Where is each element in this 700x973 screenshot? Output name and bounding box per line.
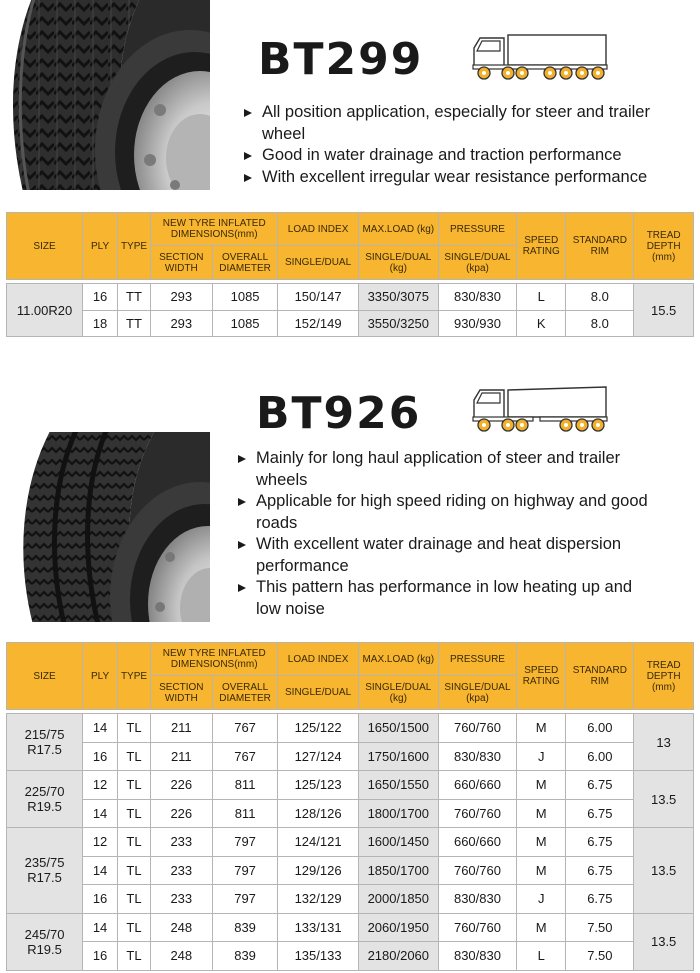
header-size: SIZE bbox=[7, 643, 83, 710]
header-pressure: PRESSURE bbox=[438, 213, 516, 246]
load-index-cell: 135/133 bbox=[278, 942, 358, 971]
rim-cell: 7.50 bbox=[566, 942, 634, 971]
type-cell: TL bbox=[118, 856, 151, 885]
header-tread-depth: TREAD DEPTH (mm) bbox=[634, 643, 694, 710]
type-cell: TL bbox=[118, 714, 151, 743]
feature-item: With excellent irregular wear resistance performance bbox=[240, 167, 695, 189]
ply-cell: 14 bbox=[83, 913, 118, 942]
max-load-cell: 1650/1550 bbox=[358, 771, 438, 800]
header-pressure: PRESSURE bbox=[438, 643, 516, 676]
size-cell: 11.00R20 bbox=[7, 284, 83, 337]
ply-cell: 16 bbox=[83, 885, 118, 914]
size-line: 225/70 bbox=[24, 784, 65, 799]
table-row bbox=[7, 771, 694, 800]
section-width-cell: 226 bbox=[150, 799, 212, 828]
feature-item: Good in water drainage and traction performance bbox=[240, 145, 695, 167]
type-cell: TL bbox=[118, 742, 151, 771]
ply-cell: 12 bbox=[83, 771, 118, 800]
max-load-cell: 3550/3250 bbox=[358, 310, 438, 337]
type-cell: TL bbox=[118, 828, 151, 857]
bt926-title: BT926 bbox=[256, 388, 422, 439]
bt299-truck-icon bbox=[470, 32, 610, 87]
feature-item: With excellent water drainage and heat dispersion performance bbox=[234, 534, 654, 577]
load-index-cell: 129/126 bbox=[278, 856, 358, 885]
speed-rating-cell: M bbox=[517, 913, 566, 942]
max-load-cell: 1800/1700 bbox=[358, 799, 438, 828]
speed-rating-cell: J bbox=[517, 885, 566, 914]
overall-diameter-cell: 767 bbox=[212, 742, 278, 771]
bt926-feature-list bbox=[234, 448, 654, 620]
feature-item: Mainly for long haul application of steer and trailer wheels bbox=[234, 448, 654, 491]
bt926-spec-table bbox=[6, 642, 694, 971]
pressure-cell: 660/660 bbox=[438, 771, 516, 800]
table-row bbox=[7, 310, 694, 337]
pressure-cell: 760/760 bbox=[438, 856, 516, 885]
max-load-cell: 2060/1950 bbox=[358, 913, 438, 942]
speed-rating-cell: M bbox=[517, 714, 566, 743]
bt299-section bbox=[0, 0, 700, 345]
table-row bbox=[7, 828, 694, 857]
pressure-cell: 930/930 bbox=[438, 310, 516, 337]
section-width-cell: 211 bbox=[150, 714, 212, 743]
ply-cell: 16 bbox=[83, 284, 118, 311]
section-width-cell: 211 bbox=[150, 742, 212, 771]
header-tread-depth: TREAD DEPTH (mm) bbox=[634, 213, 694, 280]
speed-rating-cell: L bbox=[517, 284, 566, 311]
overall-diameter-cell: 839 bbox=[212, 913, 278, 942]
section-width-cell: 248 bbox=[150, 913, 212, 942]
size-cell bbox=[7, 828, 83, 914]
pressure-cell: 830/830 bbox=[438, 942, 516, 971]
header-load-index-sub: SINGLE/DUAL bbox=[278, 246, 358, 280]
tyre-image-icon bbox=[0, 0, 210, 190]
header-overall-diameter: OVERALL DIAMETER bbox=[212, 676, 278, 710]
tread-depth-cell: 13 bbox=[634, 714, 694, 771]
header-load-index: LOAD INDEX bbox=[278, 643, 358, 676]
header-max-load: MAX.LOAD (kg) bbox=[358, 213, 438, 246]
header-load-index-sub: SINGLE/DUAL bbox=[278, 676, 358, 710]
load-index-cell: 127/124 bbox=[278, 742, 358, 771]
overall-diameter-cell: 839 bbox=[212, 942, 278, 971]
header-section-width: SECTION WIDTH bbox=[150, 676, 212, 710]
header-max-load: MAX.LOAD (kg) bbox=[358, 643, 438, 676]
size-line: R19.5 bbox=[27, 799, 62, 814]
size-line: 215/75 bbox=[24, 727, 65, 742]
table-row bbox=[7, 799, 694, 828]
load-index-cell: 133/131 bbox=[278, 913, 358, 942]
header-max-load-sub: SINGLE/DUAL (kg) bbox=[358, 246, 438, 280]
header-size: SIZE bbox=[7, 213, 83, 280]
section-width-cell: 248 bbox=[150, 942, 212, 971]
overall-diameter-cell: 797 bbox=[212, 828, 278, 857]
rim-cell: 6.00 bbox=[566, 742, 634, 771]
overall-diameter-cell: 1085 bbox=[212, 310, 278, 337]
rim-cell: 6.75 bbox=[566, 885, 634, 914]
pressure-cell: 660/660 bbox=[438, 828, 516, 857]
header-ply: PLY bbox=[83, 213, 118, 280]
pressure-cell: 760/760 bbox=[438, 799, 516, 828]
overall-diameter-cell: 797 bbox=[212, 856, 278, 885]
ply-cell: 12 bbox=[83, 828, 118, 857]
pressure-cell: 830/830 bbox=[438, 885, 516, 914]
ply-cell: 14 bbox=[83, 799, 118, 828]
section-width-cell: 293 bbox=[150, 310, 212, 337]
load-index-cell: 152/149 bbox=[278, 310, 358, 337]
feature-item: All position application, especially for steer and trailer wheel bbox=[240, 102, 695, 145]
section-width-cell: 233 bbox=[150, 885, 212, 914]
type-cell: TT bbox=[118, 310, 151, 337]
speed-rating-cell: K bbox=[517, 310, 566, 337]
load-index-cell: 125/123 bbox=[278, 771, 358, 800]
bt299-tyre-image bbox=[0, 0, 210, 190]
bt926-tyre-image bbox=[0, 432, 210, 622]
size-cell bbox=[7, 714, 83, 771]
table-row bbox=[7, 742, 694, 771]
max-load-cell: 1850/1700 bbox=[358, 856, 438, 885]
overall-diameter-cell: 1085 bbox=[212, 284, 278, 311]
type-cell: TL bbox=[118, 942, 151, 971]
feature-item: This pattern has performance in low heating up and low noise bbox=[234, 577, 654, 620]
bt926-section bbox=[0, 376, 700, 973]
rim-cell: 6.75 bbox=[566, 771, 634, 800]
tread-depth-cell: 15.5 bbox=[634, 284, 694, 337]
header-type: TYPE bbox=[118, 213, 151, 280]
type-cell: TL bbox=[118, 799, 151, 828]
tread-depth-cell: 13.5 bbox=[634, 771, 694, 828]
speed-rating-cell: M bbox=[517, 856, 566, 885]
table-row bbox=[7, 913, 694, 942]
load-index-cell: 124/121 bbox=[278, 828, 358, 857]
header-type: TYPE bbox=[118, 643, 151, 710]
rim-cell: 8.0 bbox=[566, 284, 634, 311]
header-section-width: SECTION WIDTH bbox=[150, 246, 212, 280]
speed-rating-cell: M bbox=[517, 799, 566, 828]
size-line: 245/70 bbox=[24, 926, 65, 942]
max-load-cell: 1650/1500 bbox=[358, 714, 438, 743]
type-cell: TL bbox=[118, 885, 151, 914]
rim-cell: 6.75 bbox=[566, 799, 634, 828]
size-cell bbox=[7, 913, 83, 970]
overall-diameter-cell: 811 bbox=[212, 771, 278, 800]
pressure-cell: 760/760 bbox=[438, 913, 516, 942]
header-dimensions: NEW TYRE INFLATED DIMENSIONS(mm) bbox=[150, 643, 278, 676]
ply-cell: 16 bbox=[83, 942, 118, 971]
load-index-cell: 125/122 bbox=[278, 714, 358, 743]
type-cell: TL bbox=[118, 913, 151, 942]
bt299-feature-list bbox=[240, 102, 695, 188]
header-ply: PLY bbox=[83, 643, 118, 710]
header-speed-rating: SPEED RATING bbox=[517, 643, 566, 710]
overall-diameter-cell: 811 bbox=[212, 799, 278, 828]
overall-diameter-cell: 767 bbox=[212, 714, 278, 743]
size-line: R17.5 bbox=[27, 870, 62, 886]
size-line: 235/75 bbox=[24, 855, 65, 871]
max-load-cell: 2000/1850 bbox=[358, 885, 438, 914]
ply-cell: 18 bbox=[83, 310, 118, 337]
speed-rating-cell: J bbox=[517, 742, 566, 771]
section-width-cell: 233 bbox=[150, 856, 212, 885]
tread-depth-cell: 13.5 bbox=[634, 828, 694, 914]
speed-rating-cell: M bbox=[517, 828, 566, 857]
rim-cell: 8.0 bbox=[566, 310, 634, 337]
load-index-cell: 128/126 bbox=[278, 799, 358, 828]
rim-cell: 6.75 bbox=[566, 828, 634, 857]
header-pressure-sub: SINGLE/DUAL (kpa) bbox=[438, 676, 516, 710]
bt299-spec-table bbox=[6, 212, 694, 337]
pressure-cell: 830/830 bbox=[438, 742, 516, 771]
tyre-image-icon bbox=[0, 432, 210, 622]
bt926-truck-icon bbox=[470, 384, 610, 439]
header-standard-rim: STANDARD RIM bbox=[566, 213, 634, 280]
feature-item: Applicable for high speed riding on highway and good roads bbox=[234, 491, 654, 534]
max-load-cell: 3350/3075 bbox=[358, 284, 438, 311]
table-row bbox=[7, 856, 694, 885]
rim-cell: 6.75 bbox=[566, 856, 634, 885]
header-speed-rating: SPEED RATING bbox=[517, 213, 566, 280]
header-dimensions: NEW TYRE INFLATED DIMENSIONS(mm) bbox=[150, 213, 278, 246]
table-row bbox=[7, 885, 694, 914]
max-load-cell: 1750/1600 bbox=[358, 742, 438, 771]
size-cell bbox=[7, 771, 83, 828]
ply-cell: 16 bbox=[83, 742, 118, 771]
section-width-cell: 226 bbox=[150, 771, 212, 800]
overall-diameter-cell: 797 bbox=[212, 885, 278, 914]
speed-rating-cell: M bbox=[517, 771, 566, 800]
header-standard-rim: STANDARD RIM bbox=[566, 643, 634, 710]
table-row bbox=[7, 284, 694, 311]
ply-cell: 14 bbox=[83, 856, 118, 885]
ply-cell: 14 bbox=[83, 714, 118, 743]
section-width-cell: 233 bbox=[150, 828, 212, 857]
size-line: R19.5 bbox=[27, 941, 62, 957]
header-pressure-sub: SINGLE/DUAL (kpa) bbox=[438, 246, 516, 280]
header-overall-diameter: OVERALL DIAMETER bbox=[212, 246, 278, 280]
type-cell: TT bbox=[118, 284, 151, 311]
bt299-title: BT299 bbox=[258, 34, 424, 85]
type-cell: TL bbox=[118, 771, 151, 800]
rim-cell: 6.00 bbox=[566, 714, 634, 743]
load-index-cell: 150/147 bbox=[278, 284, 358, 311]
pressure-cell: 760/760 bbox=[438, 714, 516, 743]
speed-rating-cell: L bbox=[517, 942, 566, 971]
pressure-cell: 830/830 bbox=[438, 284, 516, 311]
table-row bbox=[7, 942, 694, 971]
table-row bbox=[7, 714, 694, 743]
size-line: R17.5 bbox=[27, 742, 62, 757]
max-load-cell: 2180/2060 bbox=[358, 942, 438, 971]
header-max-load-sub: SINGLE/DUAL (kg) bbox=[358, 676, 438, 710]
header-load-index: LOAD INDEX bbox=[278, 213, 358, 246]
load-index-cell: 132/129 bbox=[278, 885, 358, 914]
tread-depth-cell: 13.5 bbox=[634, 913, 694, 970]
rim-cell: 7.50 bbox=[566, 913, 634, 942]
section-width-cell: 293 bbox=[150, 284, 212, 311]
max-load-cell: 1600/1450 bbox=[358, 828, 438, 857]
